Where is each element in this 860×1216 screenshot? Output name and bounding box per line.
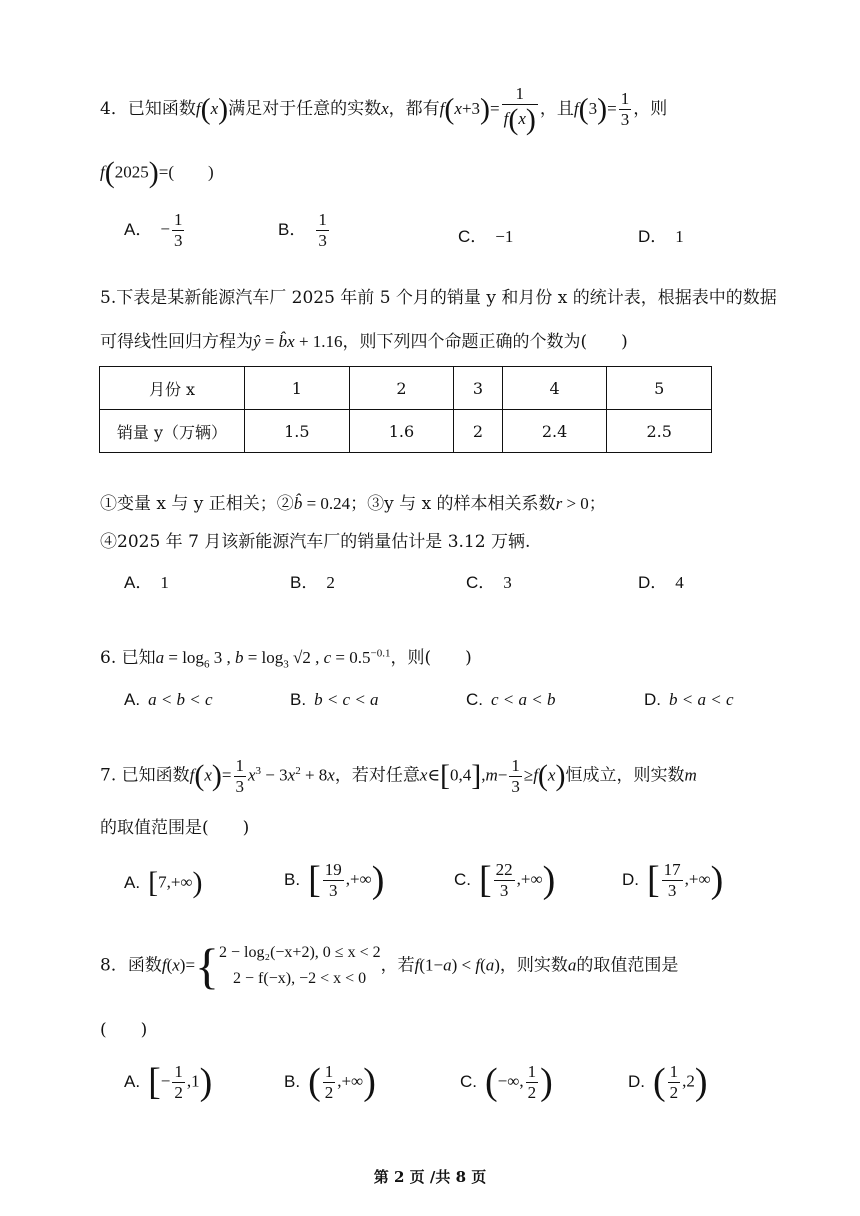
table-cell: 5 [607,367,712,410]
q5-statements-2: ④2025 年 7 月该新能源汽车厂的销量估计是 3.12 万辆. [100,532,531,552]
option-value: 4 [675,573,684,592]
option-letter: C． [458,227,488,246]
q5-line2: 可得线性回归方程为ŷ = b̂x + 1.16，则下列四个命题正确的个数为( ) [100,332,628,352]
q5-stmt1: ①变量 x 与 y 正相关；② [100,494,294,514]
q4-cond1: 满足对于任意的实数 [228,98,382,119]
table-cell: 2 [349,367,454,410]
option-value: 3 [503,573,512,592]
option-letter: D. [644,690,661,709]
q8-option-b[interactable]: B. ( $\frac{1}{2}$ ,+∞) [284,1061,376,1104]
option-letter: B． [278,219,307,239]
row-header-month: 月份 x [100,367,245,410]
option-value: c < a < b [491,690,556,709]
q8-cond: ，若 [380,955,415,976]
option-value: 1 [675,227,684,246]
table-cell: 4 [502,367,607,410]
q5-data-table [99,366,712,453]
q5-stmt1b: ；③y 与 x 的样本相关系数 [350,494,556,514]
q5-option-a[interactable] [124,568,169,593]
option-letter: B. [290,690,307,709]
q4-stem: 4．已知函数f(x)满足对于任意的实数x，都有f(x+3)= $\frac{1}{f(x)}$ ，且f(3)= $\frac{1}{3}$ ，则 [100,84,668,136]
option-letter: C. [466,690,483,709]
option-letter: D. [628,1071,645,1091]
q8-stem: 8．函数f(x)={ 2 − log₂(−x+2), 0 ≤ x < 2 2 − f(−x), −2 < x < 0 ，若f(1−a) < f(a)，则实数a的取值范围是 [100,938,679,994]
table-cell: 2.4 [502,410,607,453]
q5-option-c[interactable] [466,568,512,593]
option-letter: A. [124,690,141,709]
q8-line2: ( ) [100,1020,148,1040]
option-value: −1 [495,227,514,246]
option-letter: A. [124,1071,141,1091]
q7-option-b[interactable]: B. [ $\frac{19}{3}$ ,+∞) [284,859,385,902]
q6-option-a[interactable] [124,690,213,710]
table-row [100,367,712,410]
q4-cond2: ，都有 [388,98,440,119]
option-letter: B. [284,1071,301,1091]
q8-option-c[interactable]: C. (−∞, $\frac{1}{2}$ ) [460,1061,553,1104]
option-letter: A． [124,219,153,239]
option-letter: C． [466,573,496,592]
q7-intro: 7. 已知函数 [100,765,190,786]
option-letter: A． [124,573,153,592]
q5-option-d[interactable] [638,568,684,593]
q5-line1: 5.下表是某新能源汽车厂 2025 年前 5 个月的销量 y 和月份 x 的统计表，根据表中的数据 [100,288,777,308]
row-header-sales: 销量 y（万辆） [100,410,245,453]
option-letter: C. [454,869,471,889]
q4-then: ，则 [633,98,668,119]
q8-piecewise [219,940,381,992]
q4-intro: 4．已知函数 [100,98,196,119]
q8-tail2: 的取值范围是 [576,955,679,976]
q8-intro: 8．函数 [100,955,162,976]
q4-option-d[interactable] [638,222,684,247]
q4-option-c[interactable] [458,222,513,247]
q8-tail: ，则实数 [499,955,568,976]
table-cell: 1.5 [245,410,350,453]
q4-cond3: ，且 [539,98,574,119]
table-cell: 2 [454,410,502,453]
q8-case2: 2 − f(−x), −2 < x < 0 [233,970,367,987]
q6-stem: 6. 已知$a = \log_6 3$ , $b = \log_3 √2$ , $c = 0.5^{-0.1}$，则( ) [100,647,472,671]
q5-line2-a: 可得线性回归方程为 [100,332,253,352]
q4-option-b[interactable]: B． $\frac{1}{3}$ [278,210,327,250]
q7-option-d[interactable]: D. [ $\frac{17}{3}$ ,+∞) [622,859,724,902]
q7-stem: 7. 已知函数f(x)= $\frac{1}{3}$ $x^3 - 3x^2 + 8x$，若对任意x∈[0,4],m− $\frac{1}{3}$ ≥f(x)恒成立，则实数m [100,756,697,796]
table-cell: 1.6 [349,410,454,453]
option-value: a < b < c [148,690,213,709]
option-letter: C. [460,1071,477,1091]
option-value: b < c < a [314,690,379,709]
q6-option-d[interactable] [644,690,734,710]
q6-option-c[interactable] [466,690,556,710]
q8-option-d[interactable]: D. ( $\frac{1}{2}$ ,2) [628,1061,708,1104]
table-row [100,410,712,453]
q8-case1: 2 − log₂(−x+2), 0 ≤ x < 2 [219,944,381,961]
q7-line2: 的取值范围是( ) [100,818,250,838]
q5-statements-1: ①变量 x 与 y 正相关；②b̂ = 0.24；③y 与 x 的样本相关系数r > 0； [100,494,606,514]
option-letter: D． [638,227,668,246]
q8-option-a[interactable]: A. [− $\frac{1}{2}$ ,1) [124,1061,213,1104]
q5-line2-b: ，则下列四个命题正确的个数为( ) [342,332,628,352]
option-letter: B. [284,869,301,889]
q7-option-c[interactable]: C. [ $\frac{22}{3}$ ,+∞) [454,859,556,902]
q4-option-a[interactable]: A． − $\frac{1}{3}$ [124,210,183,250]
page-footer: 第 2 页 /共 8 页 [373,1168,487,1186]
option-value: 2 [326,573,335,592]
q5-option-b[interactable] [290,568,335,593]
q7-tail: 恒成立，则实数 [565,765,685,786]
table-cell: 1 [245,367,350,410]
table-cell: 2.5 [607,410,712,453]
q7-mid: ，若对任意 [334,765,420,786]
q4-ask: f(2025)=( ) [100,156,214,189]
q6-intro: 6. 已知 [100,648,156,668]
option-letter: A. [124,872,141,892]
table-cell: 3 [454,367,502,410]
q7-option-a[interactable]: A. [7,+∞) [124,866,203,899]
q6-then: ，则( ) [390,648,472,668]
option-letter: D. [622,869,639,889]
q4-fraction: $\frac{1}{f(x)}$ [503,84,536,136]
option-letter: D． [638,573,668,592]
option-letter: B． [290,573,319,592]
option-value: 1 [160,573,169,592]
option-value: b < a < c [669,690,734,709]
q6-option-b[interactable] [290,690,379,710]
